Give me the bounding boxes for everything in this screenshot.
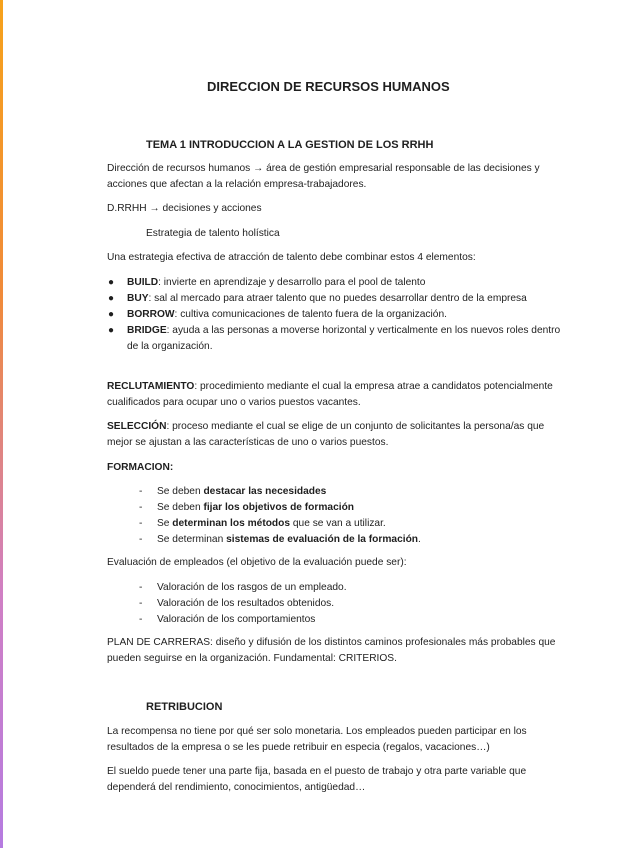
element-text: : ayuda a las personas a moverse horizontal y verticalmente en los nuevos roles dentro de la organización. <box>127 325 561 352</box>
bullet-icon: ● <box>108 293 115 304</box>
reclutamiento-text: : procedimiento mediante el cual la empresa atrae a candidatos potencialmente cualificados para ocupar uno o varios puestos vacantes. <box>107 381 553 408</box>
list-item <box>107 291 567 307</box>
evaluacion-list <box>107 580 567 628</box>
definition-paragraph: Dirección de recursos humanos → área de gestión empresarial responsable de las decisiones y acciones que afectan a la relación empresa-trabajadores. <box>107 163 540 190</box>
list-item <box>107 500 567 516</box>
seleccion-text: : proceso mediante el cual se elige de un conjunto de solicitantes la persona/as que mejor se ajustan a las características de uno o varios puestos. <box>107 421 545 448</box>
accent-edge-bar <box>0 0 3 848</box>
drrhh-line: D.RRHH → decisiones y acciones <box>107 203 262 214</box>
evaluacion-heading: Evaluación de empleados (el objetivo de la evaluación puede ser): <box>107 557 407 568</box>
item-pre: Se deben <box>157 502 204 513</box>
list-item <box>107 323 567 355</box>
list-item <box>107 612 567 628</box>
item-bold: destacar las necesidades <box>203 486 327 497</box>
element-term: BUILD <box>127 277 159 288</box>
list-item <box>107 275 567 291</box>
list-item <box>107 516 567 532</box>
seleccion-paragraph <box>107 419 567 451</box>
list-item <box>107 596 567 612</box>
bullet-icon: ● <box>108 277 115 288</box>
list-item <box>107 484 567 500</box>
seleccion-term: SELECCIÓN <box>107 421 167 432</box>
element-text: : cultiva comunicaciones de talento fuera de la organización. <box>174 309 447 320</box>
retribucion-paragraph-1: La recompensa no tiene por qué ser solo monetaria. Los empleados pueden participar en los resultados de la empresa o se les puede retribuir en especia (regalos, vacaciones…) <box>107 726 527 753</box>
item-pre: Se <box>157 518 173 529</box>
reclutamiento-term: RECLUTAMIENTO <box>107 381 195 392</box>
list-item <box>107 580 567 596</box>
element-term: BORROW <box>127 309 175 320</box>
item-bold: determinan los métodos <box>172 518 291 529</box>
reclutamiento-paragraph <box>107 379 567 411</box>
dash-icon: - <box>139 502 143 513</box>
list-item <box>107 532 567 548</box>
strategy-intro: Una estrategia efectiva de atracción de talento debe combinar estos 4 elementos: <box>107 252 476 263</box>
formacion-list <box>107 484 567 548</box>
talent-elements-list <box>107 275 567 355</box>
retribucion-paragraph-2: El sueldo puede tener una parte fija, basada en el puesto de trabajo y otra parte variable que dependerá del rendimiento, conocimientos, antigüedad… <box>107 766 527 793</box>
bullet-icon: ● <box>108 309 115 320</box>
plan-carreras-paragraph: PLAN DE CARRERAS: diseño y difusión de los distintos caminos profesionales más probables que pueden seguirse en la organización. Fundamental: CRITERIOS. <box>107 637 556 664</box>
element-term: BUY <box>127 293 149 304</box>
strategy-subheading: Estrategia de talento holística <box>146 228 280 239</box>
item-bold: fijar los objetivos de formación <box>203 502 355 513</box>
dash-icon: - <box>139 598 143 609</box>
item-post: . <box>418 534 421 545</box>
item-pre: Se determinan <box>157 534 227 545</box>
item-bold: sistemas de evaluación de la formación <box>226 534 419 545</box>
list-item <box>107 307 567 323</box>
section-heading-tema1: TEMA 1 INTRODUCCION A LA GESTION DE LOS RRHH <box>146 139 434 151</box>
formacion-heading <box>107 460 567 476</box>
element-text: : invierte en aprendizaje y desarrollo para el pool de talento <box>158 277 426 288</box>
dash-icon: - <box>139 534 143 545</box>
dash-icon: - <box>139 582 143 593</box>
item-pre: Se deben <box>157 486 204 497</box>
element-term: BRIDGE <box>127 325 167 336</box>
item-post: que se van a utilizar. <box>290 518 386 529</box>
dash-icon: - <box>139 614 143 625</box>
document-title: DIRECCION DE RECURSOS HUMANOS <box>207 79 450 94</box>
dash-icon: - <box>139 518 143 529</box>
item-text: Valoración de los comportamientos <box>157 614 316 625</box>
formacion-heading-text: FORMACION: <box>107 462 174 473</box>
bullet-icon: ● <box>108 325 115 336</box>
element-text: : sal al mercado para atraer talento que no puedes desarrollar dentro de la empresa <box>148 293 527 304</box>
section-heading-retribucion: RETRIBUCION <box>146 701 223 713</box>
item-text: Valoración de los rasgos de un empleado. <box>157 582 347 593</box>
dash-icon: - <box>139 486 143 497</box>
item-text: Valoración de los resultados obtenidos. <box>157 598 335 609</box>
